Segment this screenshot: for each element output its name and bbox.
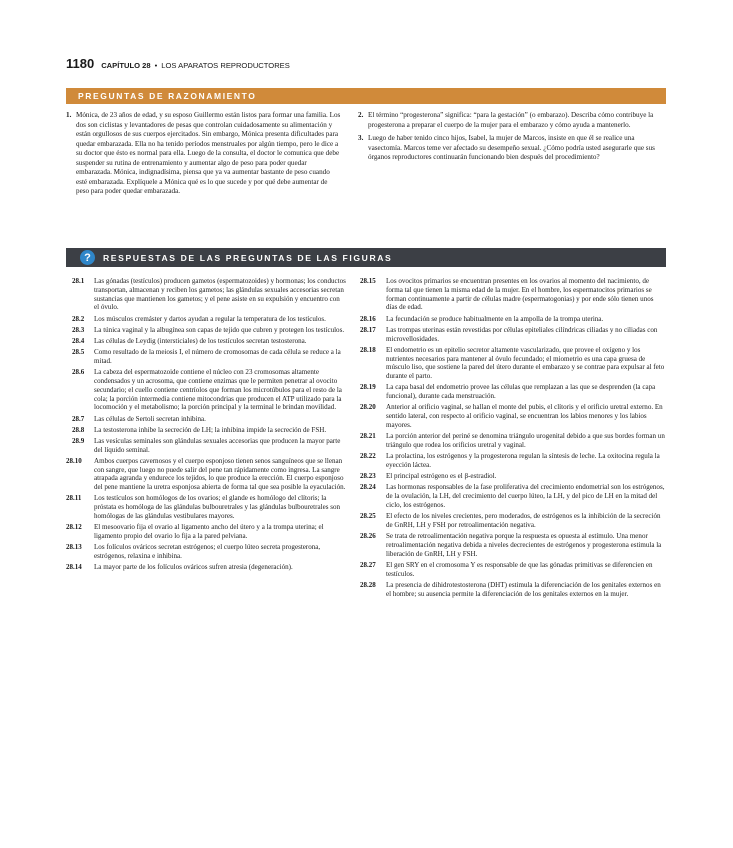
- answer-number: 28.27: [360, 560, 376, 569]
- question-number: 1.: [66, 111, 72, 119]
- question-text: Mónica, de 23 años de edad, y su esposo Guillermo están listos para formar una familia. Los dos son ciclistas y levantadores de pesas que controlan cuidadosamente su alimentación y están orgullosos de sus cuerpos ejercitados. Sin embargo, Mónica presenta dificultades para quedar embarazada. Ella no ha tenido períodos menstruales por algún tiempo, pero le dice a su doctor que ésto es normal para ella. Luego de la consulta, el doctor le comunica que debe suspender su rutina de entrenamiento y aumentar algo de peso para poder quedar embarazada. Mónica, indignadísima, piensa que ya va aumentar bastante de peso cuando esté embarazada. Explíquele a Mónica qué es lo que sucede y por qué debe aumentar de peso para poder quedar embarazada.: [76, 111, 341, 195]
- answer-item: [66, 543, 346, 561]
- reasoning-section-banner: [66, 88, 666, 104]
- answer-text: Las hormonas responsables de la fase proliferativa del crecimiento endometrial son los estrógenos, de la ovulación, la LH, del crecimiento del cuerpo lúteo, la LH, y del pico de LH en la mitad del ciclo, los estrógenos.: [386, 483, 665, 509]
- answer-item: [66, 337, 346, 346]
- answer-number: 28.2: [72, 314, 85, 323]
- answer-item: [66, 326, 346, 335]
- answer-item: [66, 563, 346, 572]
- answer-number: 28.13: [66, 543, 82, 552]
- answer-text: Las gónadas (testículos) producen gametos (espermatozoides) y hormonas; los conductos transportan, almacenan y reciben los gametos; las glándulas sexuales accesorias secretan sustancias que mantienen los gametos; y el pene asiste en su expulsión y encuentro con el óvulo.: [94, 277, 346, 312]
- answer-item: [66, 315, 346, 324]
- answer-text: Las células de Leydig (intersticiales) de los testículos secretan testosterona.: [94, 336, 307, 345]
- answer-number: 28.11: [66, 494, 82, 503]
- answers-column-right: [360, 277, 666, 601]
- answer-number: 28.9: [72, 436, 85, 445]
- answer-number: 28.6: [72, 368, 85, 377]
- answer-number: 28.26: [360, 532, 376, 541]
- answer-item: [66, 523, 346, 541]
- chapter-title: LOS APARATOS REPRODUCTORES: [161, 61, 290, 70]
- answer-text: Ambos cuerpos cavernosos y el cuerpo esponjoso tienen senos sanguíneos que se llenan con sangre, que luego no puede salir del pene tan rápidamente como ingresa. La sangre atrapada agranda y endurece los tejidos, lo que produce la erección. El cuerpo esponjoso del pene mantiene la uretra esponjosa abierta de forma tal que sea posible la eyaculación.: [94, 456, 346, 492]
- header-bullet: •: [154, 61, 158, 70]
- answer-number: 28.15: [360, 277, 376, 285]
- answer-number: 28.16: [360, 314, 376, 323]
- question-mark-icon: ?: [80, 250, 95, 265]
- answer-number: 28.1: [72, 277, 85, 285]
- answer-text: La porción anterior del periné se denomina triángulo urogenital debido a que sus bordes forman un triángulo que rodea los orificios uretral y vaginal.: [386, 432, 665, 449]
- answer-text: La cabeza del espermatozoide contiene el núcleo con 23 cromosomas altamente condensados y un acrosoma, que contiene enzimas que le permiten penetrar al ovocito secundario; el cuello contiene centríolos que forman los microtúbulos para el resto de la cola; la porción intermedia contiene mitocondrias que producen el ATP utilizado para la locomoción y el metabolismo; la porción principal y la terminal le brindan movilidad.: [94, 368, 342, 412]
- page-number: 1180: [66, 56, 95, 71]
- answer-text: La mayor parte de los folículos ováricos sufren atresia (degeneración).: [94, 563, 293, 572]
- answer-item: [360, 403, 666, 429]
- answer-item: [360, 532, 666, 558]
- answer-item: [66, 348, 346, 366]
- answer-item: [360, 432, 666, 450]
- answer-number: 28.5: [72, 348, 85, 357]
- question-number: 3.: [358, 134, 364, 142]
- answer-number: 28.8: [72, 425, 85, 434]
- reasoning-question: [358, 111, 666, 130]
- answer-number: 28.23: [360, 472, 376, 481]
- answer-text: Las células de Sertoli secretan inhibina.: [94, 414, 206, 423]
- answer-item: [66, 277, 346, 312]
- answer-item: [360, 561, 666, 579]
- answer-text: Anterior al orificio vaginal, se hallan el monte del pubis, el clítoris y el orificio uretral externo. En sentido lateral, con respecto al orificio vaginal, se encuentran los labios menores y los labios mayores.: [386, 403, 663, 429]
- answer-text: El principal estrógeno es el β-estradiol.: [386, 472, 497, 481]
- answer-item: [66, 426, 346, 435]
- answer-number: 28.28: [360, 580, 376, 589]
- answer-text: Los músculos cremáster y dartos ayudan a regular la temperatura de los testículos.: [94, 314, 326, 323]
- answer-number: 28.19: [360, 383, 376, 392]
- answer-text: La testosterona inhibe la secreción de LH; la inhibina impide la secreción de FSH.: [94, 425, 327, 434]
- answer-number: 28.25: [360, 512, 376, 521]
- answer-number: 28.21: [360, 432, 376, 441]
- answer-item: [360, 472, 666, 481]
- answer-item: [66, 368, 346, 412]
- answer-text: El efecto de los niveles crecientes, pero moderados, de estrógenos es la inhibición de la secreción de GnRH, LH y FSH por retroalimentación negativa.: [386, 512, 661, 529]
- answer-item: [360, 315, 666, 324]
- answer-text: Los folículos ováricos secretan estrógenos; el cuerpo lúteo secreta progesterona, estrógenos, relaxina e inhibina.: [94, 543, 321, 560]
- answer-text: Los testículos son homólogos de los ovarios; el glande es homólogo del clítoris; la próstata es homóloga de las glándulas bulbouretrales y las glándulas bulbouretrales son homólogas de las glándulas vestibulares mayores.: [94, 494, 340, 521]
- answer-text: La prolactina, los estrógenos y la progesterona regulan la síntesis de leche. La oxitocina regula la eyección láctea.: [386, 452, 660, 469]
- answer-item: [360, 346, 666, 381]
- question-number: 2.: [358, 111, 364, 119]
- answer-text: La túnica vaginal y la albugínea son capas de tejido que cubren y protegen los testículos.: [94, 325, 345, 334]
- answer-text: El gen SRY en el cromosoma Y es responsable de que las gónadas primitivas se diferencien en testículos.: [386, 560, 653, 578]
- answer-text: El endometrio es un epitelio secretor altamente vascularizado, que provee el oxígeno y los nutrientes necesarios para mantener al óvulo fecundado; el miometrio es una capa gruesa de músculo liso, que sostiene la pared del útero durante el embarazo y se contrae para expulsar al feto durante el parto.: [386, 345, 665, 381]
- reasoning-section-title: PREGUNTAS DE RAZONAMIENTO: [78, 91, 257, 101]
- answer-item: [360, 383, 666, 401]
- answers-section-banner: [66, 248, 666, 267]
- answer-text: Las vesículas seminales son glándulas sexuales accesorias que producen la mayor parte del líquido seminal.: [94, 436, 341, 454]
- answer-text: Se trata de retroalimentación negativa porque la respuesta es opuesta al estímulo. Una menor retroalimentación negativa debida a niveles decrecientes de estrógenos y progesterona estimula la liberación de GnRH, LH y FSH.: [386, 532, 662, 558]
- answer-number: 28.10: [66, 456, 82, 465]
- answer-item: [360, 512, 666, 530]
- answer-number: 28.4: [72, 336, 85, 345]
- answer-text: El mesoovario fija el ovario al ligamento ancho del útero y a la trompa uterina; el ligamento propio del ovario lo fija a la pared pelviana.: [94, 523, 324, 541]
- answer-number: 28.20: [360, 403, 376, 412]
- answer-item: [360, 581, 666, 599]
- answer-number: 28.12: [66, 523, 82, 532]
- answer-text: Las trompas uterinas están revestidas por células epiteliales cilíndricas ciliadas y no ciliadas con microvellosidades.: [386, 325, 658, 343]
- answer-text: La capa basal del endometrio provee las células que remplazan a las que se desprenden (la capa funcional), durante cada menstruación.: [386, 383, 656, 401]
- answer-number: 28.14: [66, 563, 82, 572]
- answer-item: [360, 483, 666, 509]
- answer-number: 28.18: [360, 345, 376, 354]
- answer-item: [66, 437, 346, 455]
- reasoning-question: [66, 111, 342, 197]
- running-header: [66, 56, 666, 71]
- answers-section-title: RESPUESTAS DE LAS PREGUNTAS DE LAS FIGURAS: [103, 252, 393, 263]
- answer-item: [66, 457, 346, 492]
- answer-number: 28.24: [360, 483, 376, 492]
- chapter-label: CAPÍTULO 28: [101, 61, 151, 70]
- answers-column-left: [66, 277, 346, 574]
- answer-item: [66, 494, 346, 520]
- reasoning-column-left: [66, 111, 342, 201]
- answer-number: 28.7: [72, 414, 85, 423]
- answer-item: [360, 452, 666, 470]
- answer-number: 28.3: [72, 325, 85, 334]
- reasoning-column-right: [358, 111, 666, 167]
- question-text: Luego de haber tenido cinco hijos, Isabel, la mujer de Marcos, insiste en que él se realice una vasectomía. Marcos teme ver afectado su desempeño sexual. ¿Cómo podría usted asegurarle que sus órganos reproductores continuarán funcionando bien después del procedimiento?: [368, 134, 655, 161]
- answer-item: [360, 277, 666, 312]
- answer-text: Como resultado de la meiosis I, el número de cromosomas de cada célula se reduce a la mitad.: [94, 348, 341, 365]
- answer-text: La presencia de dihidrotestosterona (DHT) estimula la diferenciación de los genitales externos en el hombre; su ausencia permite la diferenciación de los genitales externos en la mujer.: [386, 580, 661, 598]
- answer-item: [360, 326, 666, 344]
- answer-text: Los ovocitos primarios se encuentran presentes en los ovarios al momento del nacimiento, de forma tal que tienen la misma edad de la mujer. En el hombre, los espermatocitos primarios se forman continuamente a partir de células madre (espermatogonias) y por ende sólo tienen unos días de edad.: [386, 277, 654, 312]
- reasoning-question: [358, 134, 666, 163]
- question-text: El término “progesterona” significa: “para la gestación” (o embarazo). Describa cómo contribuye la progesterona a preparar el cuerpo de la mujer para el embarazo y cómo ayuda a mantenerlo.: [368, 111, 654, 129]
- answer-text: La fecundación se produce habitualmente en la ampolla de la trompa uterina.: [386, 314, 604, 323]
- answer-number: 28.22: [360, 452, 376, 461]
- answer-item: [66, 415, 346, 424]
- answer-number: 28.17: [360, 325, 376, 334]
